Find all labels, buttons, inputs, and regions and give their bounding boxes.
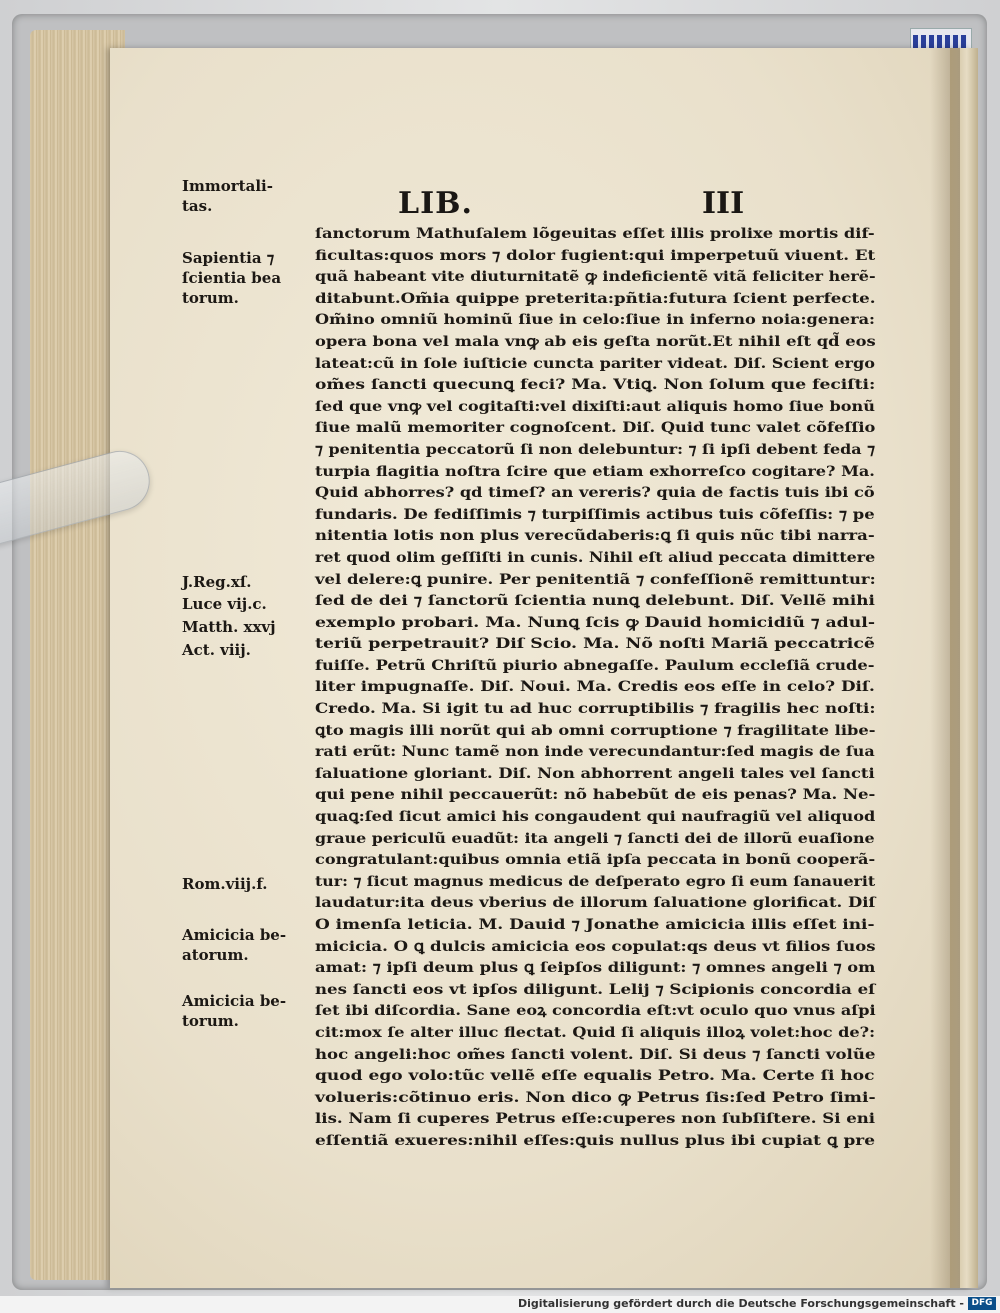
text-line: ditabunt.Om̃ia quippe preterita:pñtia:futura ſcient perfecte. <box>315 289 876 307</box>
text-line: congratulant:quibus omnia etiã ipſa peccata in bonũ cooperã- <box>315 851 876 869</box>
text-line: exemplo probari. Ma. Nunꝗ ſcis ꝙ Dauid homicidiũ ⁊ adul- <box>315 613 875 631</box>
text-line: ꝗto magis illi norũt qui ab omni corruptione ⁊ fragilitate libe- <box>315 721 876 739</box>
margin-note-amicicia-1: Amicicia be- atorum. <box>182 926 287 964</box>
text-line: lateat:cũ in ſole iuſticie cuncta pariter videat. Diſ. Scient ergo <box>315 354 875 372</box>
text-line: graue periculũ euadũt: ita angeli ⁊ ſancti dei de illorũ euaſione <box>315 829 875 847</box>
margin-note-act: Act. viij. <box>182 641 251 659</box>
text-line: Om̃ino omniũ hominũ ſiue in celo:ſiue in inferno noia:genera: <box>315 311 876 329</box>
text-line: eſſentiã exueres:nihil eſſes:ꝗuis nullus plus ibi cupiat ꝗ pre <box>315 1131 875 1149</box>
text-line: quaꝗ:ſed ſicut amici his congaudent qui naufragiũ vel aliquod <box>315 808 876 826</box>
text-line: ſed de dei ⁊ ſanctorũ ſcientia nunꝗ delebunt. Diſ. Vellẽ mihi <box>315 592 875 610</box>
margin-note-immortalitas: Immortali- tas. <box>182 177 273 215</box>
text-line: liter impugnaſſe. Diſ. Noui. Ma. Credis eos eſſe in celo? Diſ. <box>315 678 875 696</box>
main-text-block <box>315 223 875 1152</box>
margin-note-rom: Rom.viij.f. <box>182 875 268 893</box>
text-line: Credo. Ma. Si igit tu ad huc corruptibilis ⁊ fragilis hec noſti: <box>315 700 876 718</box>
text-line: fundaris. De fediſſimis ⁊ turpiſſimis actibus tuis cõfeſſis: ⁊ pe <box>315 505 875 523</box>
text-line: ret quod olim geſſiſti in cunis. Nihil eſt aliud peccata dimittere <box>315 548 876 566</box>
calibration-pattern <box>913 35 967 49</box>
text-line: fuiſſe. Petrũ Chriſtũ piurio abnegaſſe. Paulum eccleſiã crude- <box>315 656 875 674</box>
margin-note-luce: Luce vij.c. <box>182 595 267 613</box>
text-line: ſaluatione gloriant. Diſ. Non abhorrent angeli tales vel ſancti <box>315 764 875 782</box>
text-line: ⁊ penitentia peccatorũ ſi non delebuntur: ⁊ ſi ipſi debent feda ⁊ <box>315 440 876 458</box>
margin-note-matth: Matth. xxvj <box>182 618 276 636</box>
text-line: amat: ⁊ ipſi deum plus ꝗ ſeipſos diligunt: ⁊ omnes angeli ⁊ om <box>315 959 876 977</box>
text-line: volueris:cõtinuo eris. Non dico ꝙ Petrus ſis:ſed Petro ſimi- <box>315 1088 876 1106</box>
gutter-shadow <box>930 48 960 1288</box>
text-line: opera bona vel mala vnꝙ ab eis geſta norũt.Et nihil eſt qd̃ eos <box>315 332 876 350</box>
text-line: om̃es ſancti quecunꝗ feci? Ma. Vtiꝗ. Non ſolum que feciſti: <box>315 376 876 394</box>
text-line: laudatur:ita deus vberius de illorum ſaluatione glorificat. Diſ <box>315 894 876 912</box>
margin-note-reg: J.Reg.xſ. <box>182 573 252 591</box>
text-line: tur: ⁊ ſicut magnus medicus de deſperato egro ſi eum ſanauerit <box>315 872 876 890</box>
book-page <box>110 48 972 1288</box>
text-line: teriũ perpetrauit? Diſ Scio. Ma. Nõ noſti Mariã peccatricẽ <box>315 635 875 653</box>
text-line: ſed que vnꝙ vel cogitaſti:vel dixiſti:aut aliquis homo ſiue bonũ <box>315 397 875 415</box>
text-line: ſet ibi diſcordia. Sane eoꝝ concordia eſt:vt oculo quo vnus aſpi <box>315 1002 876 1020</box>
header-lib: LIB. <box>398 186 473 221</box>
text-line: cit:mox ſe alter illuc flectat. Quid ſi aliquis illoꝝ volet:hoc de?: <box>315 1023 876 1041</box>
text-line: quã habeant vite diuturnitatẽ ꝙ indeficientẽ vitã feliciter herẽ- <box>315 268 876 286</box>
text-line: ſiue malũ memoriter cognoſcent. Diſ. Quid tunc valet cõfeſſio <box>315 419 876 437</box>
text-line: qui pene nihil peccauerũt: nõ habebũt de eis penas? Ma. Ne- <box>315 786 876 804</box>
footer-bar <box>0 1296 1000 1313</box>
text-line: vel delere:ꝗ punire. Per penitentiã ⁊ confeſſionẽ remittuntur: <box>315 570 876 588</box>
text-line: turpia flagitia noſtra ſcire que etiam exhorreſco cogitare? Ma. <box>315 462 875 480</box>
margin-note-sapientia: Sapientia ⁊ ſcientia bea torum. <box>182 249 282 307</box>
text-line: quod ego volo:tũc vellẽ eſſe equalis Petro. Ma. Certe ſi hoc <box>315 1067 875 1085</box>
text-line: micicia. O ꝗ dulcis amicicia eos copulat:qs deus vt filios ſuos <box>315 937 876 955</box>
text-line: O imenſa leticia. M. Dauid ⁊ Jonathe amicicia illis eſſet ini- <box>315 916 875 933</box>
footer-credit: Digitalisierung gefördert durch die Deutsche Forschungsgemeinschaft - <box>517 1297 964 1310</box>
text-line: hoc angeli:hoc om̃es ſancti volent. Diſ. Si deus ⁊ ſancti volũe <box>315 1045 876 1063</box>
text-line: rati erũt: Nunc tamẽ non inde verecundantur:ſed magis de ſua <box>315 743 875 761</box>
text-line: lis. Nam ſi cuperes Petrus eſſe:cuperes non ſubſiſtere. Si eni <box>315 1110 876 1128</box>
header-book-number: III <box>702 186 745 221</box>
text-line: ſanctorum Mathuſalem lõgeuitas eſſet illis prolixe mortis dif- <box>315 225 875 242</box>
text-line: nitentia lotis non plus verecũdaberis:ꝗ ſi quis nũc tibi narra- <box>315 527 875 545</box>
margin-note-amicicia-2: Amicicia be- torum. <box>182 992 287 1030</box>
dfg-logo: DFG <box>968 1297 996 1310</box>
text-line: nes ſancti eos vt ipſos diligunt. Lelij ⁊ Scipionis concordia eſ <box>315 980 876 998</box>
text-line: Quid abhorres? qd timeſ? an vereris? quia de factis tuis ibi cõ <box>315 484 875 502</box>
text-line: ficultas:quos mors ⁊ dolor fugient:qui imperpetuũ viuent. Et <box>315 246 876 264</box>
